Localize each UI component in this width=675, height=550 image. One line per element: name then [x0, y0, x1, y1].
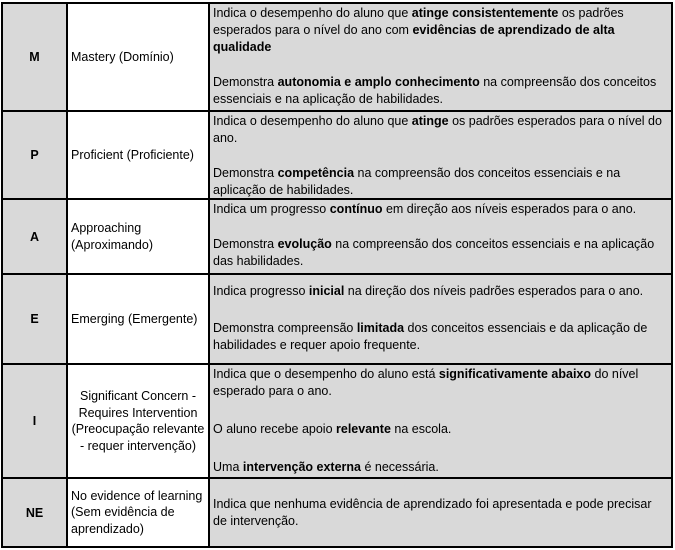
level-name: Significant Concern - Requires Intervention (Preocupação relevante - requer intervenção) [68, 365, 210, 477]
description-paragraph: Uma intervenção externa é necessária. [213, 460, 439, 474]
level-description [210, 365, 673, 477]
description-paragraph: Demonstra compreensão limitada dos conceitos essenciais e da aplicação de habilidades e requer apoio frequente. [213, 321, 648, 352]
description-paragraph: Indica que nenhuma evidência de aprendizado foi apresentada e pode precisar de intervenção. [213, 496, 652, 528]
level-name: Emerging (Emergente) [68, 275, 210, 363]
level-code: P [3, 112, 68, 198]
description-paragraph: Demonstra competência na compreensão dos conceitos essenciais e na aplicação de habilidades. [213, 166, 621, 197]
description-paragraph: Indica progresso inicial na direção dos níveis padrões esperados para o ano. [213, 284, 644, 298]
table-row-significant-concern [3, 365, 673, 479]
table-row-no-evidence [3, 479, 673, 548]
table-row-emerging [3, 275, 673, 365]
level-description [210, 4, 673, 110]
level-name: Mastery (Domínio) [68, 4, 210, 110]
level-description [210, 200, 673, 273]
level-code: M [3, 4, 68, 110]
level-description [210, 112, 673, 198]
level-name: Approaching (Aproximando) [68, 200, 210, 273]
level-description [210, 275, 673, 363]
description-paragraph: Demonstra autonomia e amplo conhecimento na compreensão dos conceitos essenciais e na aplicação de habilidades. [213, 75, 657, 106]
table-row-mastery [3, 4, 673, 112]
description-paragraph: Indica um progresso contínuo em direção aos níveis esperados para o ano. [213, 202, 637, 216]
description-paragraph: O aluno recebe apoio relevante na escola. [213, 422, 452, 436]
level-code: NE [3, 479, 68, 546]
table-row-approaching [3, 200, 673, 275]
level-code: A [3, 200, 68, 273]
description-paragraph: Indica o desempenho do aluno que atinge consistentemente os padrões esperados para o nível do ano com evidências de aprendizado de alta qualidade [213, 6, 624, 54]
description-paragraph: Demonstra evolução na compreensão dos conceitos essenciais e na aplicação das habilidades. [213, 237, 655, 268]
level-name: No evidence of learning (Sem evidência de aprendizado) [68, 479, 210, 546]
description-paragraph: Indica o desempenho do aluno que atinge os padrões esperados para o nível do ano. [213, 114, 662, 145]
performance-levels-table [1, 2, 673, 548]
level-name: Proficient (Proficiente) [68, 112, 210, 198]
table-row-proficient [3, 112, 673, 200]
level-code: E [3, 275, 68, 363]
level-code: I [3, 365, 68, 477]
level-description [210, 479, 673, 546]
description-paragraph: Indica que o desempenho do aluno está significativamente abaixo do nível esperado para o ano. [213, 367, 639, 398]
